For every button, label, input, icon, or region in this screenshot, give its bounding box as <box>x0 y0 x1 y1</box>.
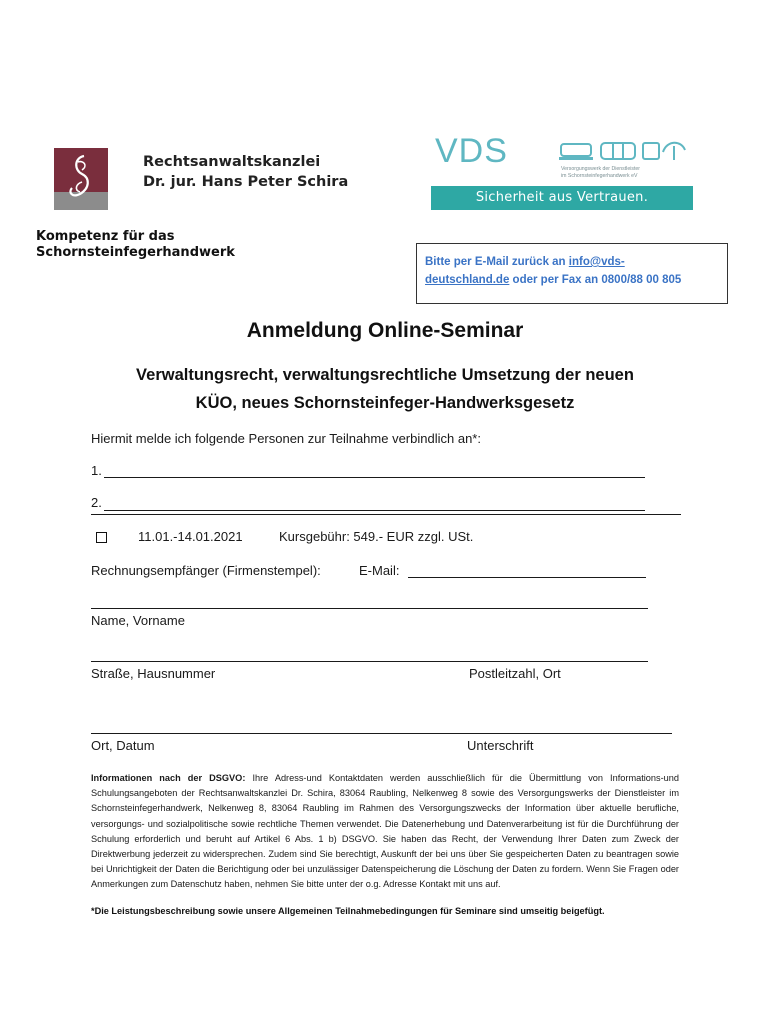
registration-intro: Hiermit melde ich folgende Personen zur Teilnahme verbindlich an*: <box>91 431 481 446</box>
law-firm-logo <box>54 148 108 210</box>
street-label: Straße, Hausnummer <box>91 666 216 681</box>
participant-1-field[interactable] <box>104 477 645 478</box>
seminar-subtitle-line2: KÜO, neues Schornsteinfeger-Handwerksgesetz <box>195 394 575 412</box>
address-field[interactable] <box>91 661 648 662</box>
vds-pictogram-icons <box>557 138 689 166</box>
page-title: Anmeldung Online-Seminar <box>246 319 524 342</box>
place-date-label: Ort, Datum <box>91 738 155 753</box>
place-date-signature-field[interactable] <box>91 733 672 734</box>
paragraph-sign-icon <box>54 148 108 210</box>
return-suffix: oder per Fax an 0800/88 00 805 <box>509 274 682 286</box>
participant-2-field[interactable] <box>104 510 645 511</box>
email-link-part2[interactable]: deutschland.de <box>425 274 510 286</box>
return-instructions-box <box>416 243 728 304</box>
vds-tagline-1: Versorgungswerk der Dienstleister <box>561 166 640 172</box>
firm-name-line2: Dr. jur. Hans Peter Schira <box>143 174 349 190</box>
seminar-date-checkbox[interactable] <box>96 532 107 543</box>
billing-recipient-label: Rechnungsempfänger (Firmenstempel): <box>91 563 321 578</box>
vds-tagline-2: im Schornsteinfegerhandwerk eV <box>561 173 638 179</box>
seminar-dates: 11.01.-14.01.2021 <box>138 529 243 544</box>
privacy-heading: Informationen nach der DSGVO: <box>91 773 246 783</box>
competence-line1: Kompetenz für das <box>36 229 175 244</box>
email-link-part1[interactable]: info@vds- <box>568 256 625 268</box>
seminar-fee: Kursgebühr: 549.- EUR zzgl. USt. <box>279 529 474 544</box>
firm-name-line1: Rechtsanwaltskanzlei <box>143 154 321 170</box>
billing-email-label: E-Mail: <box>359 563 400 578</box>
privacy-text: Ihre Adress-und Kontaktdaten werden ausschließlich für die Übermittlung von Informations-und Schulungsangeboten der Rechtsanwaltskanzlei Dr. Schira, 83064 Raubling, Nelkenweg 8 sowie des Versorgungswerks der Dienstleister im Schornsteinfegerhandwerk, Nelkenweg 8, 83064 Raubling im Rahmen des Versorgungszwecks der Information über aktuelle berufliche, versorgungs- und sozialpolitische sowie rechtliche Themen verwendet. Die Datenerhebung und Datenverarbeitung ist für die Durchführung der Schulung erforderlich und beruht auf Artikel 6 Abs. 1 b) DSGVO. Sie haben das Recht, der Verwendung Ihrer Daten zum Zweck der Direktwerbung jederzeit zu widersprechen. Zudem sind Sie berechtigt, Auskunft der bei uns über Sie gespeicherten Daten zu beantragen sowie bei Unrichtigkeit der Daten die Berichtigung oder bei unzulässiger Datenspeicherung die Löschung der Daten zu fordern. Wenn Sie Fragen oder Anmerkungen zum Datenschutz haben, nehmen Sie bitte unter der o.g. Adresse Kontakt mit uns auf. <box>91 773 679 890</box>
signature-label: Unterschrift <box>467 738 534 753</box>
vds-wordmark: VDS <box>435 132 508 170</box>
participant-2-label: 2. <box>91 495 102 510</box>
return-prefix: Bitte per E-Mail zurück an <box>425 256 569 268</box>
billing-email-field[interactable] <box>408 577 646 578</box>
vds-slogan-banner: Sicherheit aus Vertrauen. <box>431 186 693 210</box>
name-label: Name, Vorname <box>91 613 185 628</box>
privacy-notice <box>91 771 679 893</box>
name-field[interactable] <box>91 608 648 609</box>
seminar-subtitle-line1: Verwaltungsrecht, verwaltungsrechtliche Umsetzung der neuen <box>136 366 634 384</box>
divider <box>91 514 681 515</box>
footnote: *Die Leistungsbeschreibung sowie unsere Allgemeinen Teilnahmebedingungen für Seminare sind umseitig beigefügt. <box>91 906 605 916</box>
participant-1-label: 1. <box>91 463 102 478</box>
competence-line2: Schornsteinfegerhandwerk <box>36 245 235 260</box>
postal-label: Postleitzahl, Ort <box>469 666 561 681</box>
